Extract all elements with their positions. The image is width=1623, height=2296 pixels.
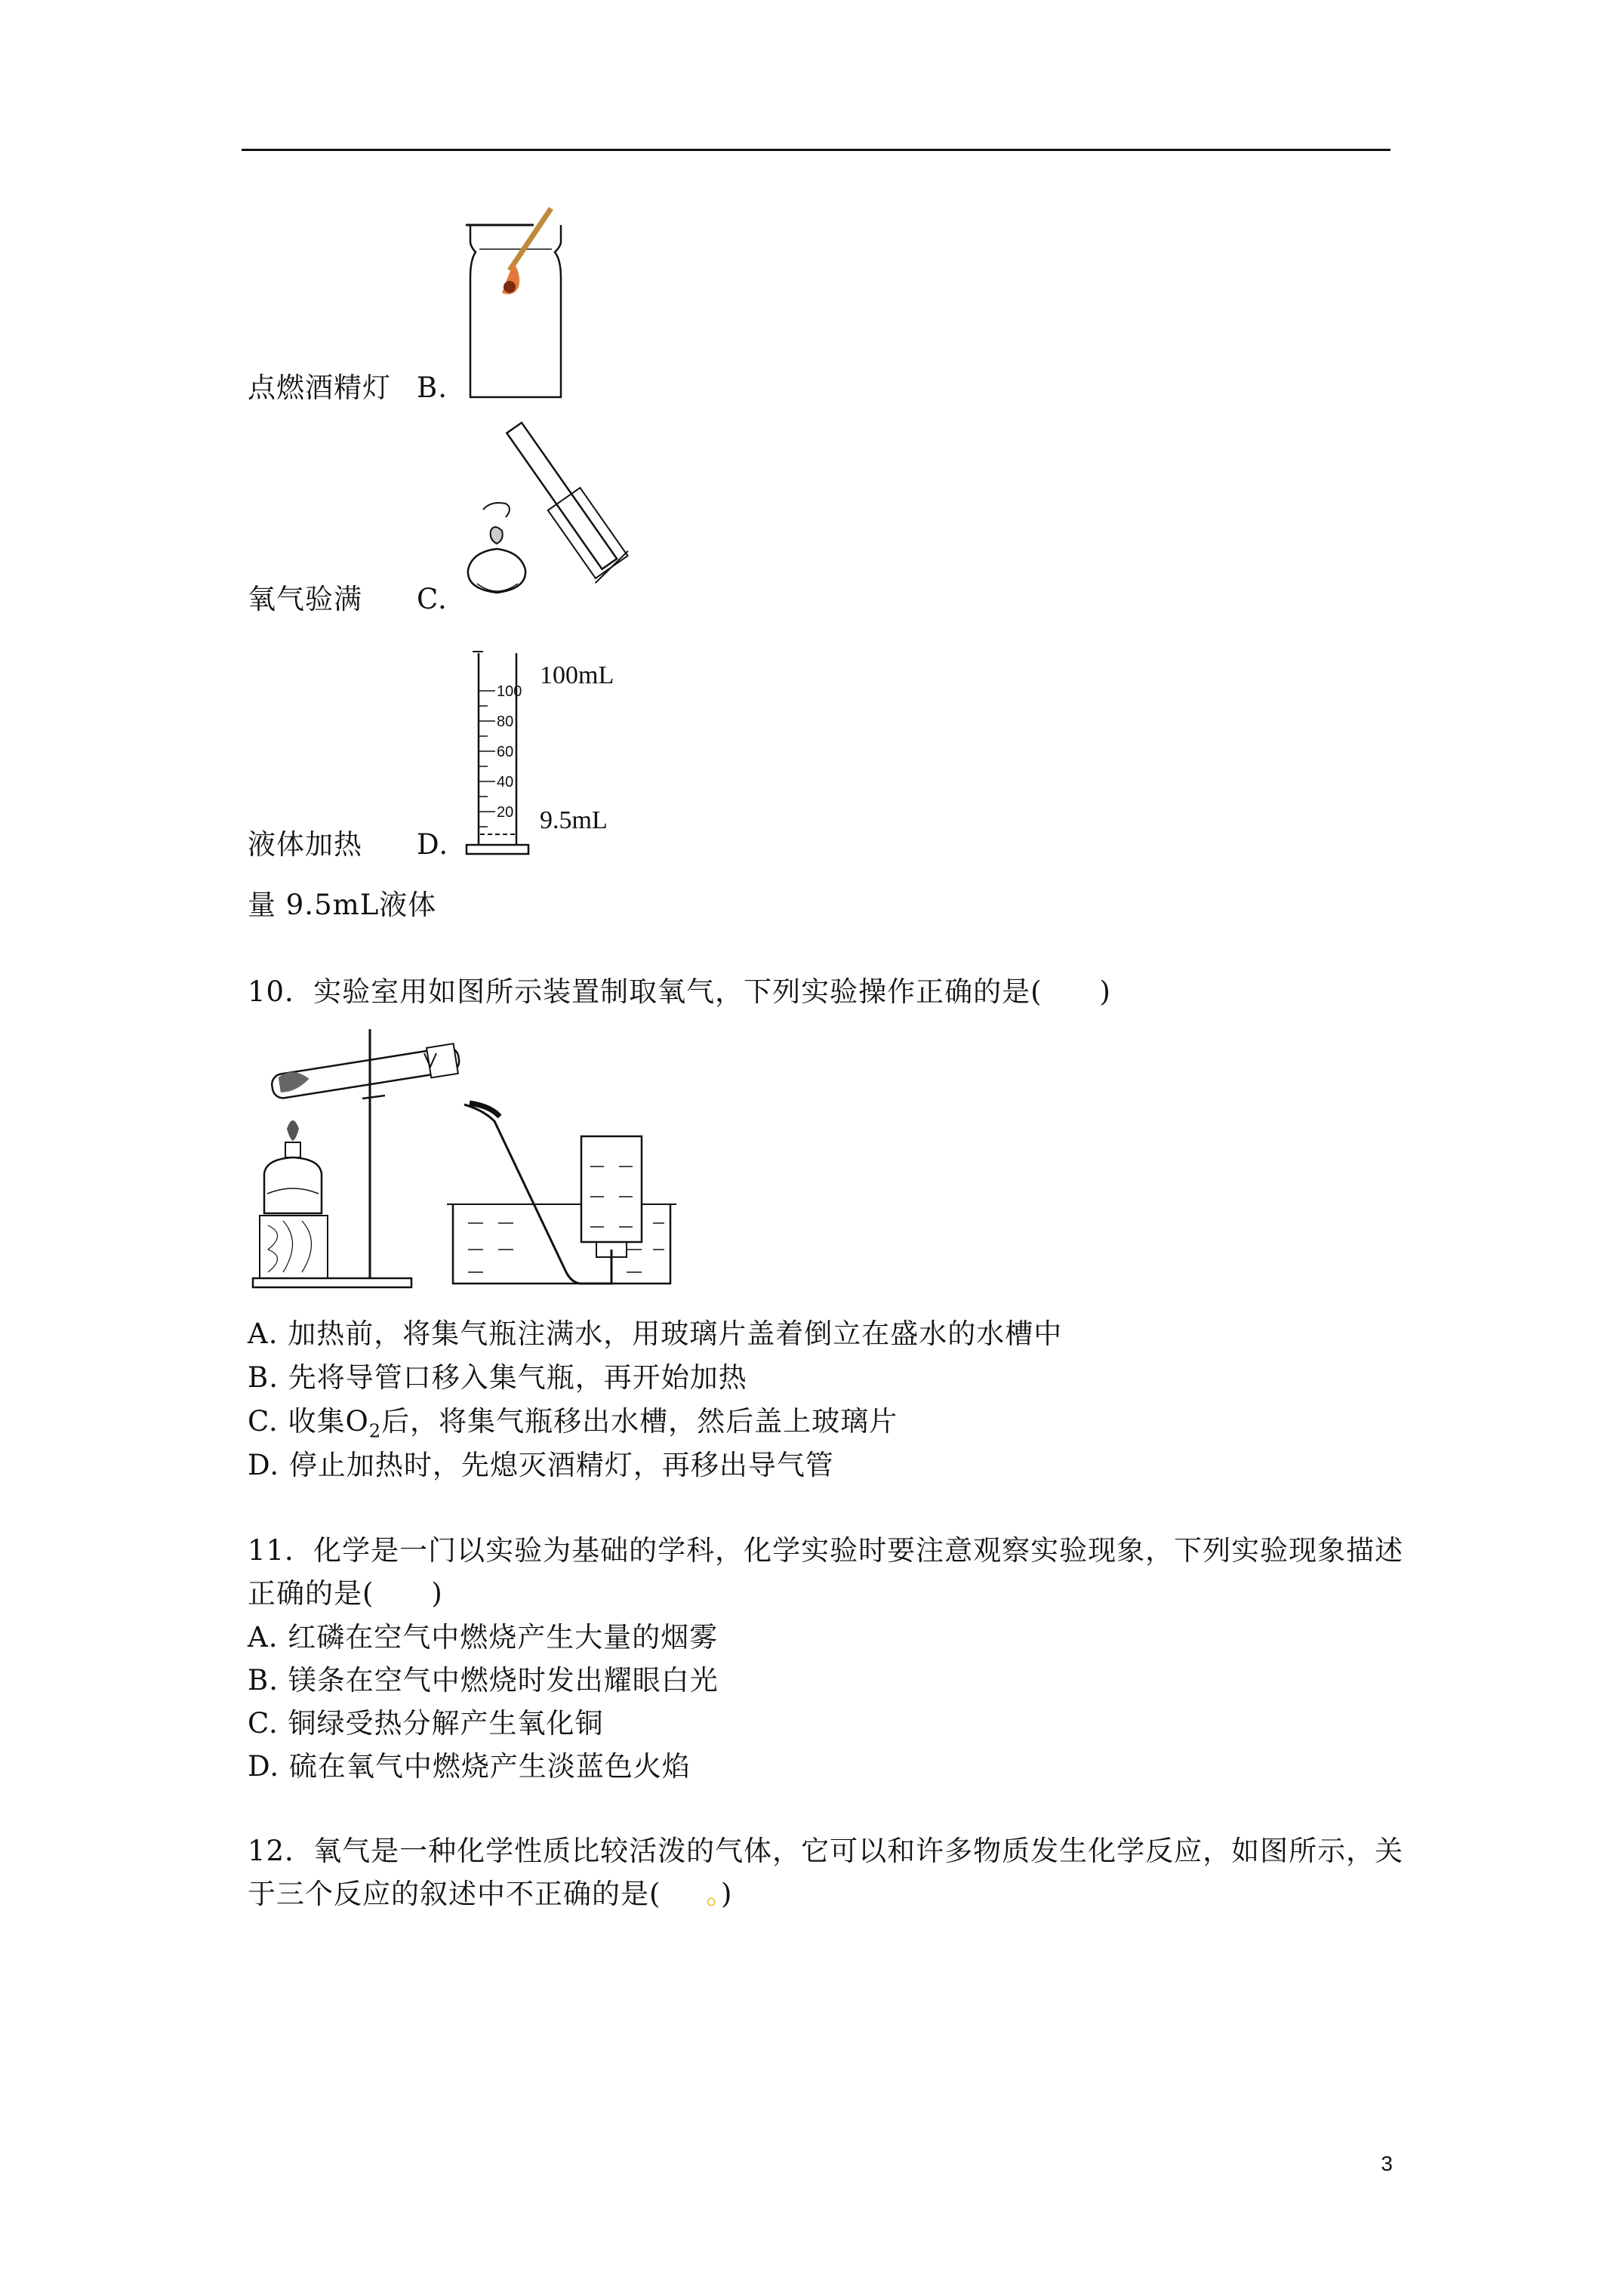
- q9-option-d-suffix: 液体: [379, 889, 437, 921]
- q9-option-d-prefix: 量: [248, 889, 276, 921]
- q10-option-c: [248, 1407, 898, 1440]
- matchstick-icon: [510, 208, 551, 270]
- q12-stem-line2-before: 于三个反应的叙述中不正确的是(: [248, 1878, 661, 1910]
- cylinder-tick-100: 100: [497, 683, 522, 700]
- q11-option-c-text: 铜绿受热分解产生氧化铜: [288, 1707, 604, 1740]
- cylinder-bottom-label: 9.5mL: [540, 806, 608, 834]
- q10-option-b-label: B.: [248, 1361, 279, 1394]
- q11-option-b-text: 镁条在空气中燃烧时发出耀眼白光: [288, 1664, 719, 1697]
- q10-option-d-text: 停止加热时，先熄灭酒精灯，再移出导气管: [288, 1449, 834, 1481]
- q12-stem-text: 氧气是一种化学性质比较活泼的气体，它可以和许多物质发生化学反应，如图所示，关: [313, 1835, 1404, 1867]
- q10-option-c-label: C.: [248, 1405, 279, 1438]
- q11-option-d: [248, 1750, 691, 1783]
- q10-stem: 10．实验室用如图所示装置制取氧气，下列实验操作正确的是( ): [248, 975, 1111, 1008]
- q10-option-d-label: D.: [248, 1449, 280, 1481]
- q9-option-d-text: [248, 891, 436, 919]
- cylinder-tick-80: 80: [497, 713, 514, 730]
- q11-number: 11: [248, 1534, 285, 1567]
- q9-option-c-text: 液体加热: [248, 828, 362, 861]
- q11-option-b: [248, 1664, 719, 1697]
- page-number: 3: [1381, 2152, 1393, 2175]
- q10-option-b: [248, 1361, 747, 1394]
- q11-option-c: [248, 1707, 604, 1740]
- q10-option-a-text: 加热前，将集气瓶注满水，用玻璃片盖着倒立在盛水的水槽中: [288, 1318, 1063, 1350]
- q9-option-b-text: 氧气验满: [248, 583, 362, 615]
- q10-option-a-label: A.: [248, 1318, 279, 1350]
- q10-option-c-text-before: 收集O: [288, 1405, 369, 1438]
- cylinder-tick-40: 40: [497, 774, 514, 791]
- q10-option-b-text: 先将导管口移入集气瓶，再开始加热: [288, 1361, 747, 1394]
- figure-oxygen-preparation-apparatus: [249, 1023, 687, 1302]
- q11-option-d-text: 硫在氧气中燃烧产生淡蓝色火焰: [288, 1750, 691, 1783]
- q11-option-d-label: D.: [248, 1750, 280, 1783]
- cylinder-tick-20: 20: [497, 804, 514, 821]
- q10-option-a: [248, 1320, 1062, 1348]
- q9-option-c-label: C.: [417, 583, 448, 615]
- cylinder-top-label: 100mL: [540, 661, 614, 689]
- q9-option-b-label: B.: [417, 371, 448, 404]
- q12-stem-line2-after: ): [720, 1878, 733, 1910]
- q9-option-d-value: 9.5mL: [285, 889, 380, 921]
- q11-option-a-label: A.: [248, 1621, 279, 1653]
- q11-stem-text: 化学是一门以实验为基础的学科，化学实验时要注意观察实验现象，下列实验现象描述: [313, 1534, 1404, 1567]
- q11-option-a: [248, 1623, 718, 1651]
- figure-oxygen-test-bottle: [449, 202, 577, 400]
- q12-number: 12: [248, 1835, 285, 1867]
- q11-option-b-label: B.: [248, 1664, 279, 1697]
- header-rule: [242, 149, 1390, 151]
- q10-number: 10: [248, 975, 285, 1008]
- q10-stem-text: 实验室用如图所示装置制取氧气，下列实验操作正确的是( ): [313, 975, 1111, 1008]
- q12-stem-line1: 12．氧气是一种化学性质比较活泼的气体，它可以和许多物质发生化学反应，如图所示，关: [248, 1835, 1404, 1867]
- q11-option-a-text: 红磷在空气中燃烧产生大量的烟雾: [288, 1621, 719, 1653]
- figure-graduated-cylinder: [460, 646, 619, 861]
- q12-answer-dot: 。: [706, 1878, 721, 1910]
- cylinder-tick-60: 60: [497, 744, 514, 760]
- q9-option-a-text: 点燃酒精灯: [248, 371, 391, 404]
- q10-option-c-subscript: 2: [368, 1420, 382, 1442]
- q9-option-d-label: D.: [417, 828, 449, 861]
- figure-heating-test-tube: [460, 419, 649, 617]
- q12-stem-line2: [248, 1880, 732, 1908]
- q10-option-c-text-after: 后，将集气瓶移出水槽，然后盖上玻璃片: [381, 1405, 898, 1438]
- q11-stem-line2: 正确的是( ): [248, 1577, 443, 1610]
- q11-stem-line1: 11．化学是一门以实验为基础的学科，化学实验时要注意观察实验现象，下列实验现象描述: [248, 1534, 1404, 1567]
- q11-option-c-label: C.: [248, 1707, 279, 1740]
- q10-option-d: [248, 1451, 834, 1479]
